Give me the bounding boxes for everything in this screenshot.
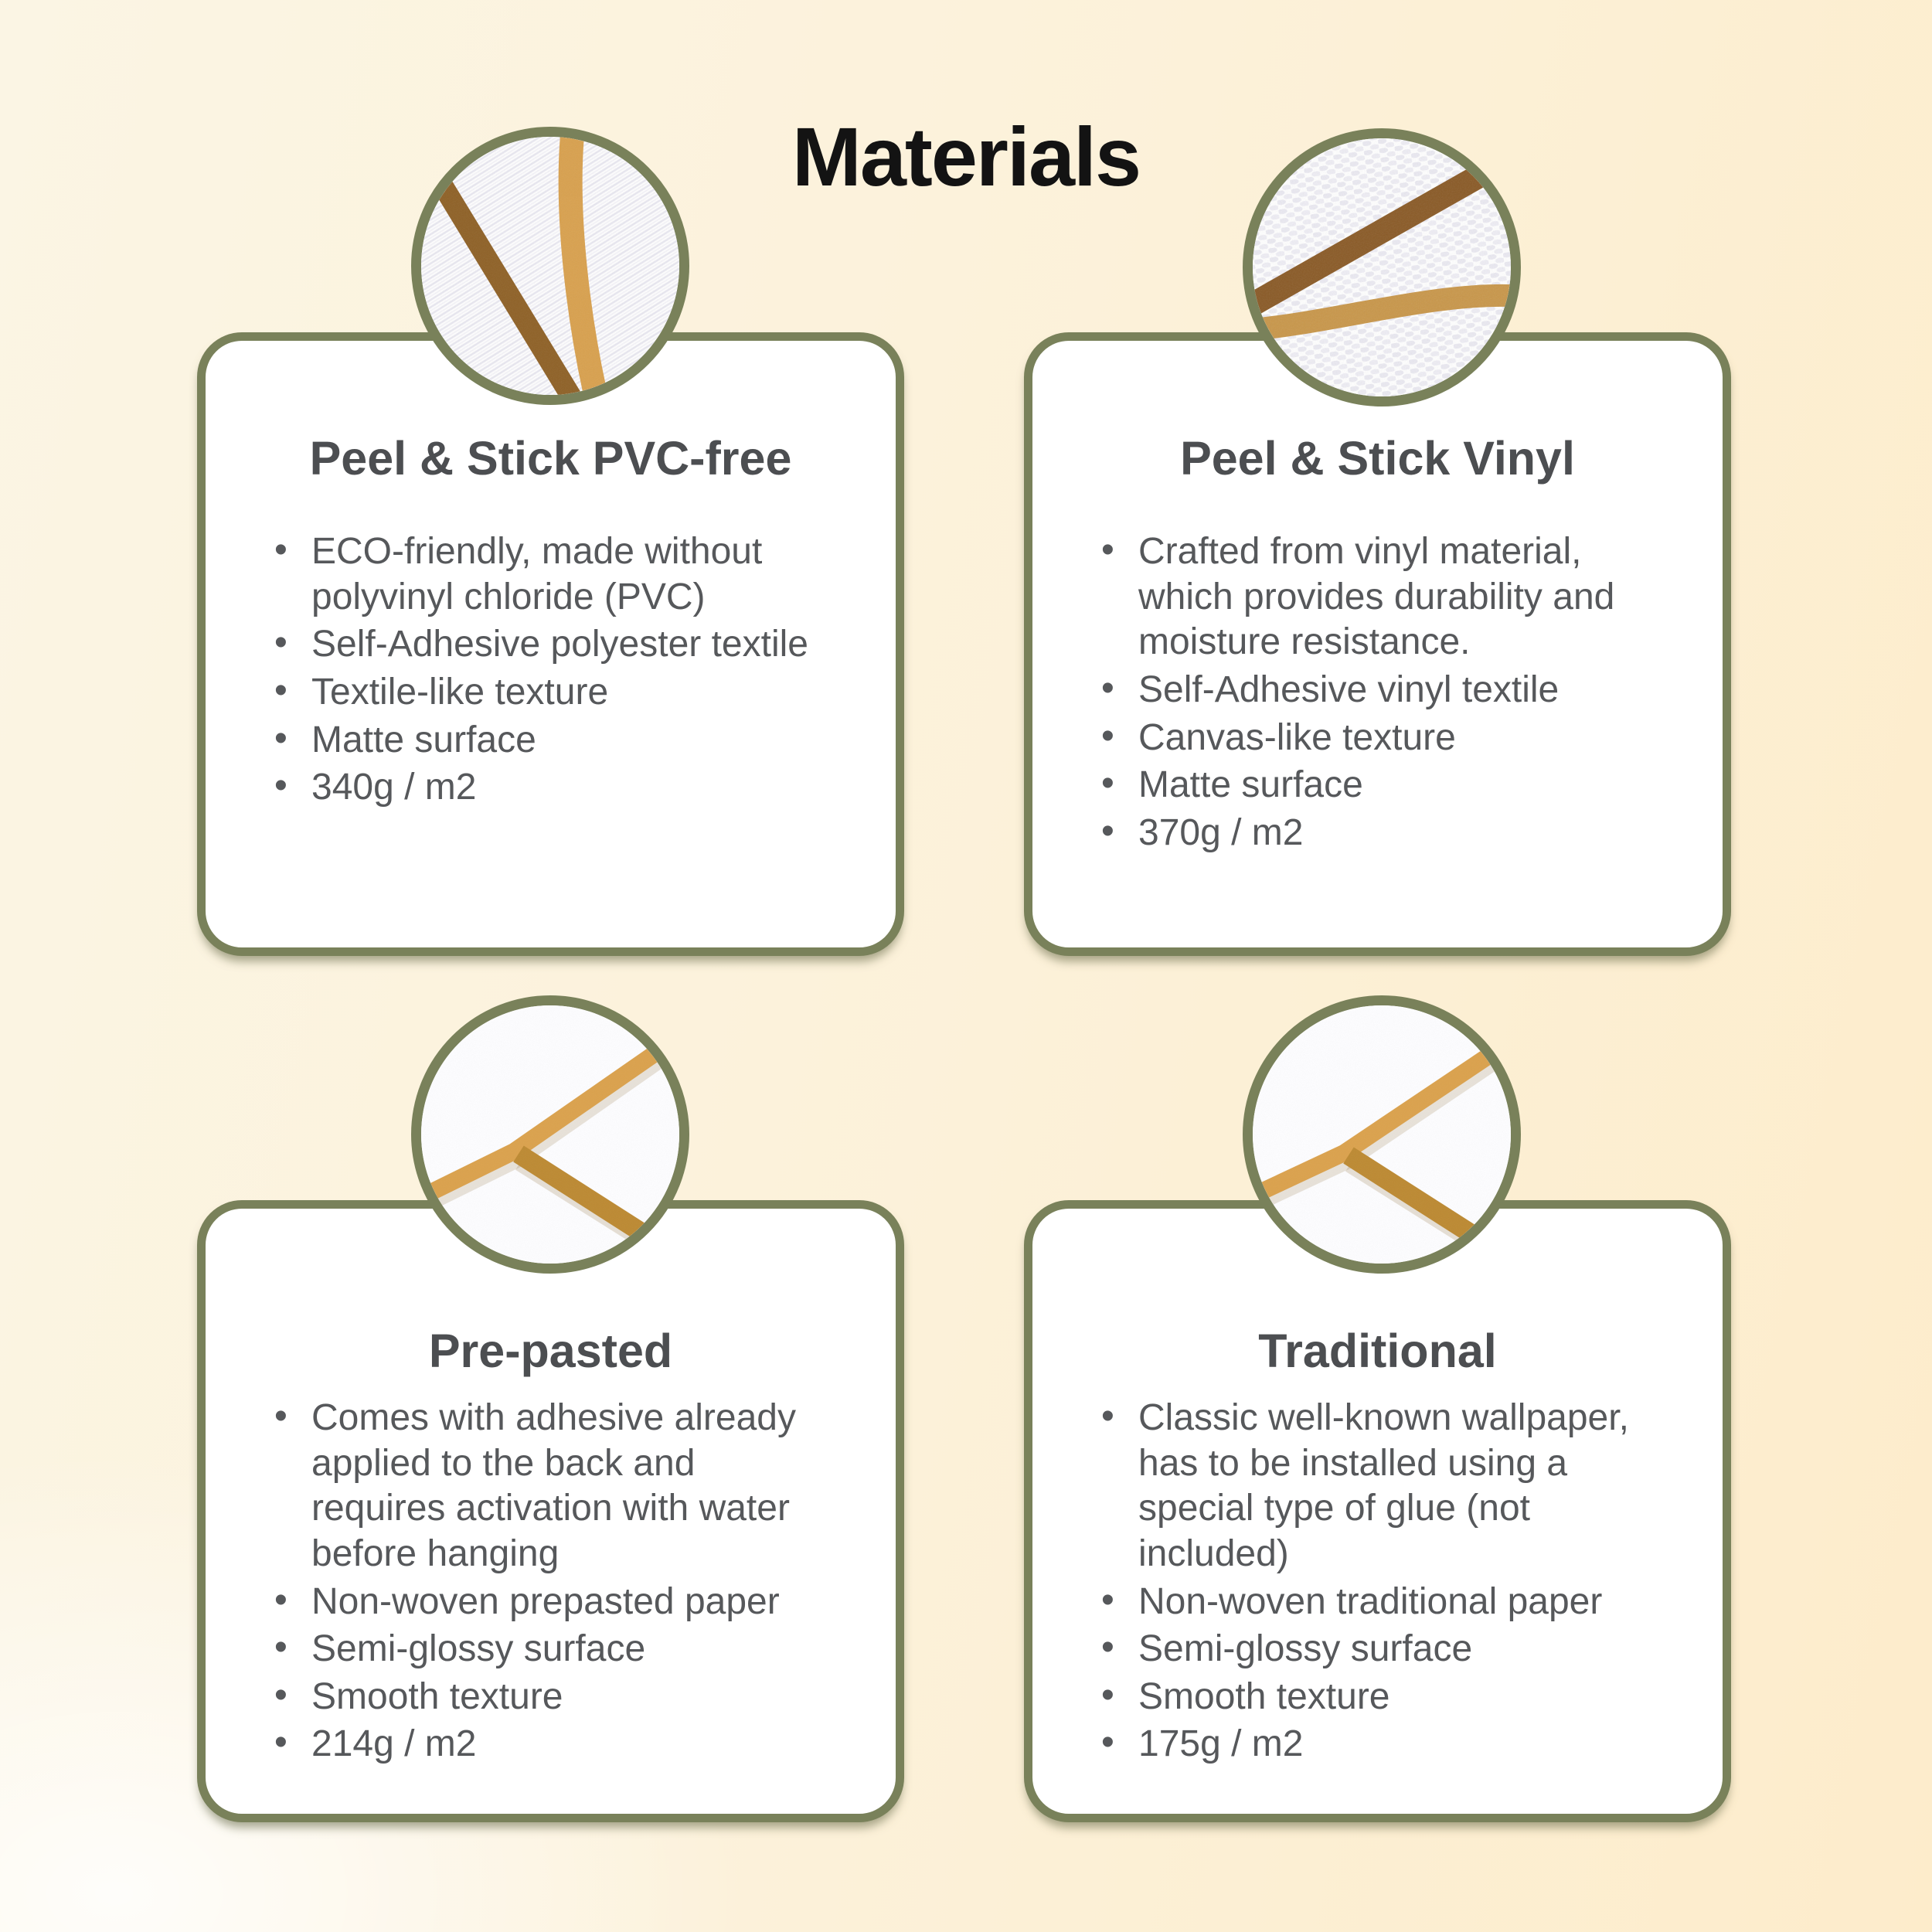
bullet-item: • 340g / m2 xyxy=(271,765,830,811)
card-pre-pasted xyxy=(197,1200,904,1822)
bullet-list xyxy=(1098,529,1657,855)
card-title-peel-stick-pvc-free: Peel & Stick PVC-free xyxy=(309,432,792,485)
page-title: Materials xyxy=(791,110,1141,204)
bullet-item: • ECO-friendly, made without polyvinyl chloride (PVC) xyxy=(271,529,830,620)
bullet-item: • Non-woven traditional paper xyxy=(1098,1580,1657,1625)
bullet-item: • 175g / m2 xyxy=(1098,1722,1657,1767)
card-title-pre-pasted: Pre-pasted xyxy=(428,1325,673,1377)
pvc-free-swatch-image xyxy=(411,127,689,405)
traditional-swatch-image xyxy=(1243,995,1521,1274)
pre-pasted-swatch-image xyxy=(411,995,689,1274)
bullet-item: • Matte surface xyxy=(271,718,830,764)
bullet-item: • Canvas-like texture xyxy=(1098,716,1657,761)
bullet-item: • Classic well-known wallpaper, has to be installed using a special type of glue (not included) xyxy=(1098,1396,1657,1577)
card-content xyxy=(206,1209,896,1814)
bullet-item: • Smooth texture xyxy=(271,1675,830,1720)
card-content xyxy=(206,341,896,947)
bullet-list xyxy=(1098,1396,1657,1767)
card-title-peel-stick-vinyl: Peel & Stick Vinyl xyxy=(1180,432,1575,485)
bullet-item: • 370g / m2 xyxy=(1098,811,1657,856)
card-peel-stick-vinyl xyxy=(1024,332,1731,956)
bullet-item: • Textile-like texture xyxy=(271,670,830,716)
bullet-list xyxy=(271,1396,830,1767)
card-peel-stick-pvc-free xyxy=(197,332,904,956)
bullet-item: • Crafted from vinyl material, which provides durability and moisture resistance. xyxy=(1098,529,1657,665)
vinyl-swatch-image xyxy=(1243,128,1521,406)
bullet-list xyxy=(271,529,830,810)
bullet-item: • Comes with adhesive already applied to the back and requires activation with water before hanging xyxy=(271,1396,830,1577)
card-title-traditional: Traditional xyxy=(1258,1325,1497,1377)
bullet-item: • 214g / m2 xyxy=(271,1722,830,1767)
card-traditional xyxy=(1024,1200,1731,1822)
bullet-item: • Smooth texture xyxy=(1098,1675,1657,1720)
bullet-item: • Self-Adhesive vinyl textile xyxy=(1098,668,1657,713)
bullet-item: • Semi-glossy surface xyxy=(1098,1627,1657,1672)
bullet-item: • Self-Adhesive polyester textile xyxy=(271,622,830,668)
bullet-item: • Matte surface xyxy=(1098,763,1657,808)
bullet-item: • Semi-glossy surface xyxy=(271,1627,830,1672)
bullet-item: • Non-woven prepasted paper xyxy=(271,1580,830,1625)
card-content xyxy=(1032,1209,1723,1814)
card-content xyxy=(1032,341,1723,947)
